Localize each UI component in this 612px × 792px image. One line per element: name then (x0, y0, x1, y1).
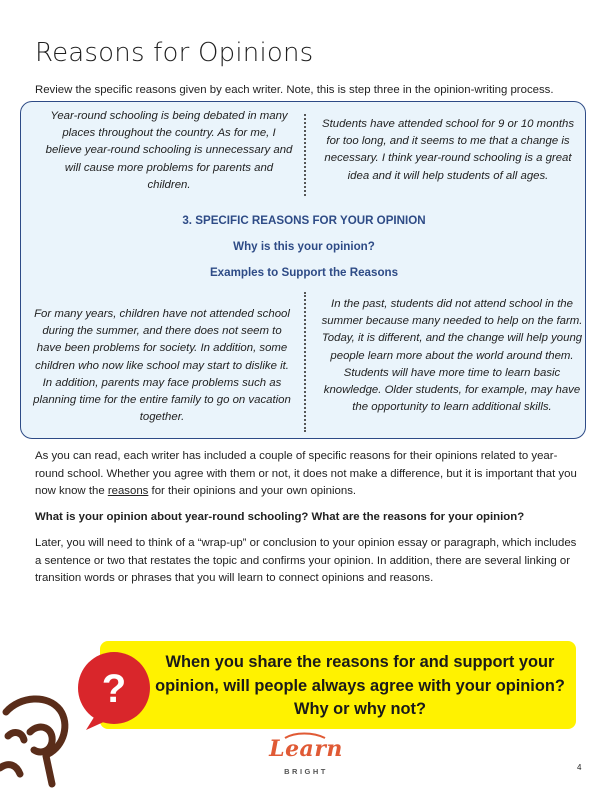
callout-question: When you share the reasons for and support your opinion, will people always agree with your opinion? Why or why not? (155, 653, 565, 718)
reflection-callout (100, 641, 576, 729)
page-number: 4 (577, 763, 582, 772)
logo-wordmark: Learn (269, 736, 343, 762)
person-icon (0, 699, 65, 784)
bottom-divider (304, 292, 306, 432)
intro-text: Review the specific reasons given by each writer. Note, this is step three in the opinion-writing process. (35, 84, 554, 96)
paragraph-reasons-end: for their opinions and your own opinions. (148, 485, 357, 498)
paragraph-reasons (35, 448, 580, 501)
page-title: Reasons for Opinions (35, 38, 314, 68)
opinion-question: What is your opinion about year-round schooling? What are the reasons for your opinion? (35, 511, 525, 523)
top-divider (304, 114, 306, 196)
writer-b-opinion: Students have attended school for 9 or 10 months for too long, and it seems to me that a change is necessary. I think year-round schooling is a great idea and it will help students of all ages. (321, 118, 575, 182)
thinking-figure-illustration (0, 650, 127, 792)
paragraph-wrap-up: Later, you will need to think of a “wrap-up” or conclusion to your opinion essay or paragraph, which includes a sentence or two that restates the topic and confirms your opinion. In addition, there are several linking or transition words or phrases that you will learn to connect opinions and reasons. (35, 537, 577, 585)
step-examples: Examples to Support the Reasons (209, 266, 399, 279)
reasons-underlined: reasons (107, 485, 149, 498)
writer-b-reasons: In the past, students did not attend school in the summer because many needed to help on the farm. Today, it is different, and the change will help young people learn more about the world around them. Students will have more time to learn basic knowledge. Older students, for example, may have the opportunity to learn additional skills. (321, 298, 583, 414)
question-mark-icon: ? (101, 667, 127, 711)
step-heading: 3. SPECIFIC REASONS FOR YOUR OPINION (182, 214, 426, 227)
examples-box (20, 101, 586, 439)
step-question: Why is this your opinion? (233, 240, 375, 253)
logo-subtitle: BRIGHT (284, 767, 328, 776)
writer-a-opinion: Year-round schooling is being debated in many places throughout the country. As for me, I believe year-round schooling is unnecessary and will cause more problems for parents and children. (45, 110, 293, 191)
paragraph-reasons-start: As you can read, each writer has included a couple of specific reasons for their opinions related to year-round school. Whether you agree with them or not, it does not make a difference, but it is important that you now know the (35, 450, 577, 498)
writer-a-reasons: For many years, children have not attended school during the summer, and there does not seem to have been problems for society. In addition, some children who now like school may start to dislike it. In addition, parents may face problems such as planning time for the entire family to go on vacation together. (33, 308, 291, 424)
